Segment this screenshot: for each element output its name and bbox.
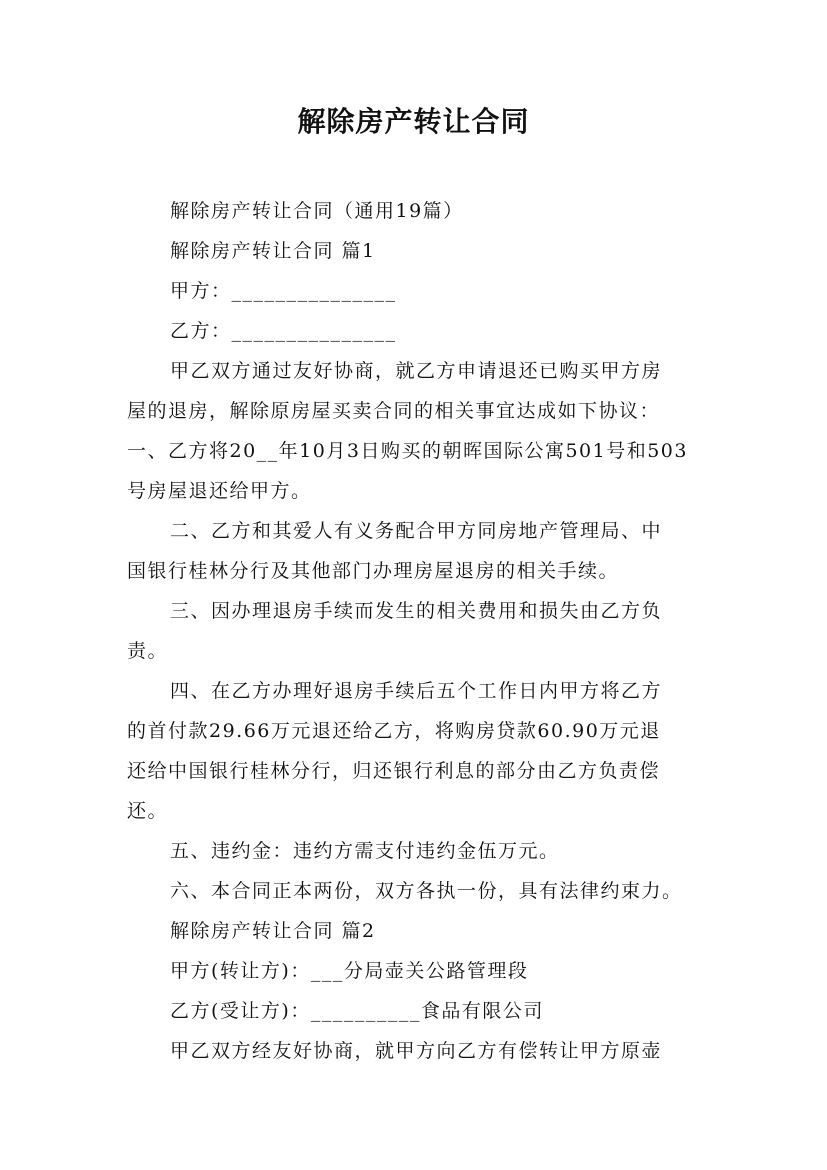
paragraph-line: 还给中国银行桂林分行，归还银行利息的部分由乙方负责偿	[127, 760, 661, 782]
paragraph-line: 国银行桂林分行及其他部门办理房屋退房的相关手续。	[127, 560, 620, 582]
party-a-line: 甲方(转让方)：___分局壶关公路管理段	[170, 960, 529, 982]
paragraph-line: 屋的退房，解除原房屋买卖合同的相关事宜达成如下协议：	[127, 400, 661, 422]
paragraph-line: 一、乙方将20__年10月3日购买的朝晖国际公寓501号和503	[127, 440, 688, 462]
party-b-line: 乙方(受让方)：__________食品有限公司	[170, 1000, 544, 1022]
party-a-line: 甲方：_______________	[170, 280, 397, 302]
paragraph-line: 二、乙方和其爱人有义务配合甲方同房地产管理局、中	[170, 520, 663, 542]
subtitle-line: 解除房产转让合同（通用19篇）	[170, 200, 464, 222]
paragraph-line: 六、本合同正本两份，双方各执一份，具有法律约束力。	[170, 880, 683, 902]
section-heading-2: 解除房产转让合同 篇2	[170, 920, 376, 942]
paragraph-line: 甲乙双方通过友好协商，就乙方申请退还已购买甲方房	[170, 360, 663, 382]
paragraph-line: 四、在乙方办理好退房手续后五个工作日内甲方将乙方	[170, 680, 663, 702]
paragraph-line: 的首付款29.66万元退还给乙方，将购房贷款60.90万元退	[127, 720, 661, 742]
paragraph-line: 五、违约金：违约方需支付违约金伍万元。	[170, 840, 560, 862]
section-heading-1: 解除房产转让合同 篇1	[170, 240, 376, 262]
paragraph-line: 还。	[127, 800, 169, 822]
paragraph-line: 号房屋退还给甲方。	[127, 480, 312, 502]
paragraph-line: 责。	[127, 640, 169, 662]
paragraph-line: 甲乙双方经友好协商，就甲方向乙方有偿转让甲方原壶	[170, 1040, 663, 1062]
paragraph-line: 三、因办理退房手续而发生的相关费用和损失由乙方负	[170, 600, 663, 622]
party-b-line: 乙方：_______________	[170, 320, 397, 342]
document-title: 解除房产转让合同	[297, 105, 530, 138]
